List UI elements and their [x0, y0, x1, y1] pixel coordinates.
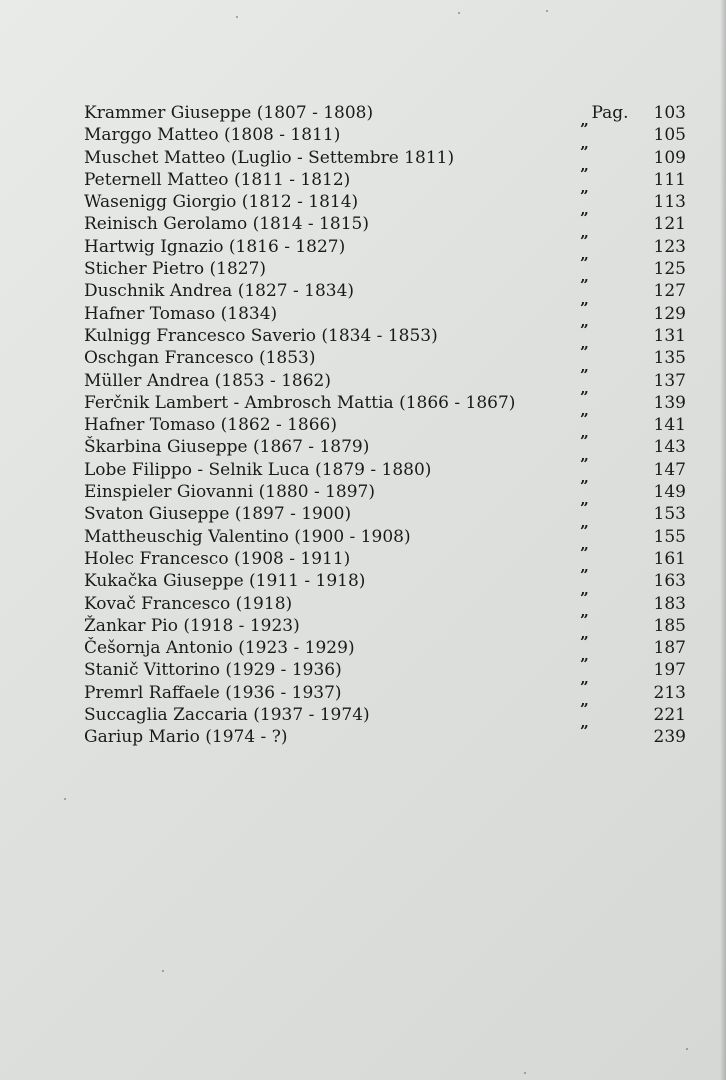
toc-entry	[84, 610, 688, 637]
ditto-mark: ”	[580, 387, 589, 406]
toc-entry	[84, 543, 688, 570]
toc-entry-page-number: 121	[653, 214, 686, 235]
ditto-mark: ”	[580, 722, 589, 741]
toc-entry-page-number: 155	[653, 526, 686, 547]
paper-speck	[524, 1072, 526, 1074]
toc-entry-page-number: 239	[653, 727, 686, 748]
paper-speck	[686, 1048, 688, 1050]
toc-entry	[84, 298, 688, 325]
toc-entry-title: Muschet Matteo (Luglio - Settembre 1811)	[84, 147, 455, 168]
toc-entry-page-number: 129	[653, 303, 686, 324]
toc-entry-page-number: 163	[653, 571, 686, 592]
toc-entry-title: Ferčnik Lambert - Ambrosch Mattia (1866 - 1867)	[84, 392, 516, 413]
toc-entry-title: Kovač Francesco (1918)	[84, 593, 293, 614]
toc-entry-title: Einspieler Giovanni (1880 - 1897)	[84, 482, 376, 503]
toc-entry-title: Kukačka Giuseppe (1911 - 1918)	[84, 571, 366, 592]
ditto-mark: ”	[580, 298, 589, 317]
ditto-mark: ”	[580, 454, 589, 473]
toc-entry	[84, 320, 688, 347]
toc-entry-title: Hartwig Ignazio (1816 - 1827)	[84, 236, 346, 257]
toc-entry	[84, 633, 688, 659]
toc-entry-page-number: 161	[653, 548, 686, 569]
toc-entry	[84, 521, 688, 548]
toc-entry-title: Škarbina Giuseppe (1867 - 1879)	[84, 437, 370, 458]
ditto-mark: ”	[580, 610, 589, 629]
toc-entry-title: Krammer Giuseppe (1807 - 1808)	[84, 103, 374, 123]
paper-speck	[546, 10, 548, 12]
toc-entry	[84, 276, 688, 302]
toc-entry-page-number: 147	[653, 459, 686, 480]
toc-entry-title: Duschnik Andrea (1827 - 1834)	[84, 281, 355, 302]
toc-entry	[84, 677, 688, 704]
toc-entry-title: Succaglia Zaccaria (1937 - 1974)	[84, 705, 370, 726]
ditto-mark: ”	[580, 655, 589, 674]
toc-entry	[84, 102, 688, 124]
paper-speck	[162, 970, 164, 972]
ditto-mark: ”	[580, 566, 589, 585]
toc-entry-title: Gariup Mario (1974 - ?)	[84, 727, 288, 748]
toc-entry-title: Žankar Pio (1918 - 1923)	[84, 615, 300, 636]
toc-entry	[84, 231, 688, 258]
ditto-mark: ”	[580, 142, 589, 161]
toc-entry	[84, 387, 688, 414]
toc-entry	[84, 164, 688, 191]
toc-entry	[84, 700, 688, 726]
toc-entry	[84, 254, 688, 280]
toc-entry-title: Mattheuschig Valentino (1900 - 1908)	[84, 526, 411, 547]
ditto-mark: ”	[580, 410, 589, 429]
ditto-mark: ”	[580, 343, 589, 362]
ditto-mark: ”	[580, 499, 589, 518]
toc-entry	[84, 588, 688, 615]
toc-entry-title: Lobe Filippo - Selnik Luca (1879 - 1880)	[84, 459, 432, 480]
toc-entry-page-number: 197	[653, 660, 686, 681]
toc-entry-title: Peternell Matteo (1811 - 1812)	[84, 169, 351, 190]
toc-entry	[84, 343, 688, 369]
toc-entry-page-number: 187	[653, 638, 686, 659]
toc-entry	[84, 477, 688, 503]
toc-entry-title: Müller Andrea (1853 - 1862)	[84, 370, 331, 391]
ditto-mark: ”	[580, 543, 589, 562]
toc-entry-title: Reinisch Gerolamo (1814 - 1815)	[84, 214, 369, 235]
ditto-mark: ”	[580, 633, 589, 652]
toc-entry-page-number: 141	[653, 415, 686, 436]
toc-entry-page-number: 113	[653, 192, 686, 213]
paper-speck	[458, 12, 460, 14]
toc-entry	[84, 454, 688, 481]
toc-entry	[84, 432, 688, 458]
toc-entry-page-number: 125	[653, 259, 686, 280]
toc-entry-title: Češornja Antonio (1923 - 1929)	[84, 638, 355, 659]
toc-entry-title: Stanič Vittorino (1929 - 1936)	[84, 660, 342, 681]
toc-entry-page-number: 149	[653, 482, 686, 503]
toc-entry	[84, 187, 688, 213]
paper-speck	[64, 798, 66, 800]
ditto-mark: ”	[580, 588, 589, 607]
page-edge-shadow	[720, 0, 726, 1080]
toc-entry-title: Sticher Pietro (1827)	[84, 259, 267, 280]
toc-entry-page-number: 143	[653, 437, 686, 458]
toc-entry-page-number: 183	[653, 593, 686, 614]
ditto-mark: ”	[580, 276, 589, 295]
toc-entry-title: Svaton Giuseppe (1897 - 1900)	[84, 504, 352, 525]
toc-entry	[84, 365, 688, 392]
paper-speck	[236, 16, 238, 18]
toc-entry-title: Marggo Matteo (1808 - 1811)	[84, 125, 341, 146]
toc-entry	[84, 499, 688, 525]
toc-entry-page-number: 153	[653, 504, 686, 525]
ditto-mark: ”	[580, 187, 589, 206]
toc-entry-page-number: 127	[653, 281, 686, 302]
ditto-mark: ”	[580, 120, 589, 139]
toc-entry-title: Hafner Tomaso (1862 - 1866)	[84, 415, 338, 436]
page-abbreviation: Pag.	[591, 103, 629, 123]
toc-entry	[84, 120, 688, 146]
toc-entry-title: Kulnigg Francesco Saverio (1834 - 1853)	[84, 325, 438, 346]
ditto-mark: ”	[580, 432, 589, 451]
toc-entry-page-number: 131	[653, 325, 686, 346]
table-of-contents	[84, 102, 688, 749]
ditto-mark: ”	[580, 254, 589, 273]
ditto-mark: ”	[580, 231, 589, 250]
toc-entry-page-number: 109	[653, 147, 686, 168]
ditto-mark: ”	[580, 700, 589, 719]
toc-entry-page-number: 213	[653, 682, 686, 703]
toc-entry-page-number: 185	[653, 615, 686, 636]
toc-entry-page-number: 139	[653, 392, 686, 413]
toc-entry-page-number: 105	[653, 125, 686, 146]
ditto-mark: ”	[580, 209, 589, 228]
toc-entry-title: Holec Francesco (1908 - 1911)	[84, 548, 351, 569]
toc-entry-title: Oschgan Francesco (1853)	[84, 348, 316, 369]
toc-entry	[84, 142, 688, 169]
toc-entry-title: Premrl Raffaele (1936 - 1937)	[84, 682, 342, 703]
toc-entry	[84, 655, 688, 681]
ditto-mark: ”	[580, 521, 589, 540]
toc-entry-page-number: 135	[653, 348, 686, 369]
toc-entry-page-number: 111	[653, 169, 686, 190]
toc-entry-page-number: 103	[653, 103, 686, 123]
toc-entry	[84, 410, 688, 436]
ditto-mark: ”	[580, 477, 589, 496]
ditto-mark: ”	[580, 677, 589, 696]
toc-entry	[84, 722, 688, 748]
toc-entry-title: Wasenigg Giorgio (1812 - 1814)	[84, 192, 359, 213]
toc-entry-title: Hafner Tomaso (1834)	[84, 303, 278, 324]
toc-entry	[84, 209, 688, 235]
ditto-mark: ”	[580, 164, 589, 183]
toc-entry-page-number: 221	[653, 705, 686, 726]
ditto-mark: ”	[580, 365, 589, 384]
toc-entry-page-number: 137	[653, 370, 686, 391]
toc-entry-page-number: 123	[653, 236, 686, 257]
ditto-mark: ”	[580, 320, 589, 339]
toc-entry	[84, 566, 688, 592]
